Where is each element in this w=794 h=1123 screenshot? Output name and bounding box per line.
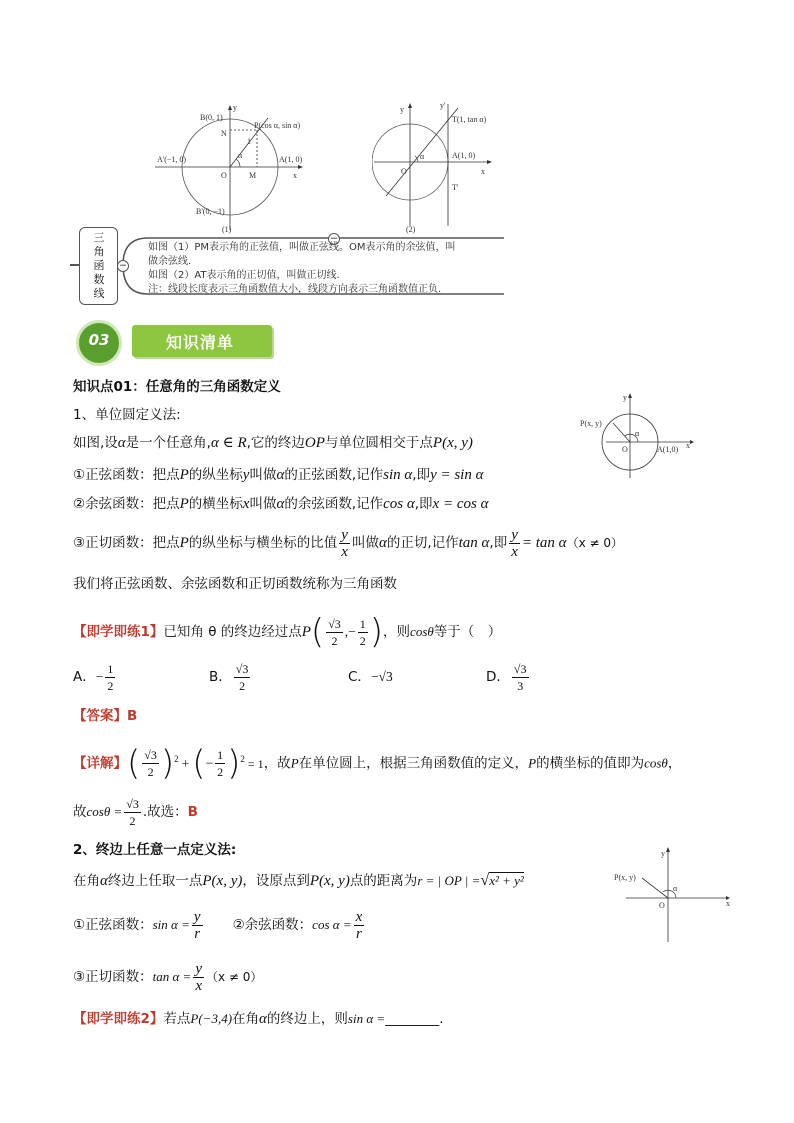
math-eq-tan: = tan α (521, 535, 567, 551)
text: ，故 (263, 755, 291, 772)
fig1-label-y: y (233, 103, 237, 112)
text: ①正弦函数：把点 (73, 467, 180, 483)
den: 2 (217, 765, 224, 779)
num: √3 (328, 616, 341, 631)
option-C[interactable] (348, 660, 393, 694)
fig1-label-N: N (221, 129, 227, 138)
small-fig2-label-x: x (726, 899, 730, 908)
fig1-label-A: A(1, 0) (279, 155, 303, 164)
answer-value: B (187, 804, 198, 820)
text: ,− (344, 624, 356, 639)
text: 等于（ ） (433, 624, 502, 640)
fig2-label-A: A(1, 0) (452, 151, 476, 160)
point02-sub2: 2、终边上任意一点定义法: (73, 842, 237, 858)
math-P: P (179, 467, 189, 483)
math-cos-theta: cosθ (410, 624, 434, 639)
exponent: 2 (240, 754, 245, 764)
collapse-icon-top[interactable]: − (328, 233, 340, 245)
section-title: 知识清单 (166, 333, 235, 352)
den: x (195, 977, 202, 994)
math-OP: OP (304, 435, 325, 451)
practice1-detail (73, 740, 681, 783)
math-Pxy: P(x, y) (202, 873, 243, 889)
right-paren: ) (227, 743, 241, 784)
point01-sub1: 1、单位圆定义法: (73, 407, 181, 423)
concept-line: 做余弦线. (148, 256, 192, 267)
text: ,即 (414, 496, 433, 512)
small-fig2-label-y: y (661, 849, 665, 858)
option-label: A． (73, 669, 96, 685)
den: 2 (107, 678, 114, 693)
side-char: 数 (93, 273, 105, 286)
num: √3 (513, 661, 527, 676)
fraction-y-over-x (509, 527, 520, 560)
math-P: P (179, 535, 189, 551)
fraction-sqrt3-over-2 (234, 661, 251, 694)
text: 的纵坐标 (188, 467, 243, 483)
den: 2 (239, 678, 246, 693)
text: ,它的终边 (246, 435, 305, 451)
fraction-y-over-x (339, 527, 350, 560)
option-A[interactable] (73, 660, 117, 694)
fig1-label-M: M (249, 171, 257, 180)
num: y (511, 526, 518, 543)
detail-tag: 【详解】 (73, 755, 127, 772)
den: 2 (129, 813, 136, 828)
practice2-question (73, 1010, 443, 1028)
text: 若点 (163, 1011, 191, 1027)
num: √3 (126, 796, 139, 811)
practice-tag: 【即学即练1】 (73, 624, 164, 640)
num: x (355, 908, 363, 925)
option-B[interactable] (209, 660, 252, 694)
small-fig2-label-P: P(x, y) (614, 873, 636, 882)
practice1-conclusion (73, 795, 198, 829)
fig2-label-T: T(1, tan α) (452, 115, 487, 124)
text: ，则 (383, 624, 411, 640)
point01-sine-def (73, 466, 483, 484)
fig1-label-B: B(0, 1) (200, 113, 223, 122)
fig2-label-T-prime: T' (452, 183, 459, 192)
small-fig1-label-A: A(1,0) (657, 445, 679, 454)
right-paren: ) (160, 743, 175, 784)
text: = 1 (247, 756, 264, 771)
text: 如图,设 (73, 435, 118, 451)
math-cos-eq: cosθ = (86, 804, 123, 819)
text: ，设原点到 (242, 873, 310, 889)
concept-line: 如图（1）PM表示角的正弦值，叫做正弦线。OM表示角的余弦值，叫 (148, 242, 456, 253)
fraction-y-over-x (193, 961, 204, 994)
side-char: 线 (93, 287, 105, 300)
text: −√3 (370, 669, 393, 684)
math-r-eq: r = | OP | = (417, 873, 481, 888)
math-Pxy: P(x, y) (309, 873, 350, 889)
num: √3 (144, 748, 157, 762)
den: 2 (359, 633, 366, 648)
fig2-caption: (2) (406, 225, 416, 234)
math-tan-lhs: tan α = (152, 969, 192, 984)
option-label: C． (348, 669, 371, 685)
text: 在单位圆上，根据三角函数值的定义， (298, 755, 529, 772)
math-alpha: α (378, 535, 387, 551)
text: 叫做 (351, 535, 379, 551)
concept-text (148, 241, 456, 297)
text: 的纵坐标与横坐标的比值 (188, 535, 338, 551)
math-sqrt-body: x² + y² (489, 873, 524, 888)
text: ③正切函数： (73, 969, 153, 985)
text: .故选： (142, 804, 188, 820)
math-alpha: α (100, 873, 108, 889)
num: 1 (217, 748, 224, 762)
text: 已知角 θ 的终边经过点 (163, 624, 302, 640)
math-cos-lhs: cos α = (312, 917, 352, 932)
text: − (95, 669, 104, 684)
text: ,即 (412, 467, 431, 483)
math-P: P (290, 755, 299, 771)
figure-1-sine-cosine-lines (150, 100, 310, 235)
den: r (194, 925, 201, 942)
fraction-sqrt3-over-2 (326, 616, 343, 649)
math-alpha: α (259, 1011, 267, 1027)
text: − (205, 755, 214, 771)
practice1-question (73, 614, 501, 650)
text: 终边上任取一点 (107, 873, 203, 889)
math-x-eq-cos: x = cos α (432, 496, 489, 512)
text: ,即 (489, 535, 508, 551)
text: 在角 (73, 873, 100, 889)
point02-sine-cosine (73, 908, 366, 942)
math-x-ne-0: （x ≠ 0） (566, 536, 623, 550)
concept-side-label (79, 231, 119, 301)
option-label: B． (209, 669, 232, 685)
text: 叫做 (249, 467, 277, 483)
section-number: 03 (88, 331, 110, 349)
text: 是一个任意角, (125, 435, 211, 451)
text: 叫做 (249, 496, 277, 512)
small-fig1-label-alpha: α (635, 429, 640, 438)
point01-summary: 我们将正弦函数、余弦函数和正切函数统称为三角函数 (73, 576, 397, 592)
math-x: x (242, 496, 250, 512)
option-label: D． (486, 669, 510, 685)
fig1-label-P: P(cos α, sin α) (254, 121, 301, 130)
num: 1 (107, 661, 114, 676)
text: 的正弦函数,记作 (284, 467, 384, 483)
den: 2 (147, 765, 154, 779)
math-point: P(−3,4) (190, 1011, 233, 1026)
text: 的正切,记作 (386, 535, 459, 551)
math-y-eq-sin: y = sin α (430, 467, 484, 483)
math-sin-alpha: sin α (383, 467, 413, 483)
math-x-ne-0: （x ≠ 0） (206, 970, 263, 984)
math-sin-alpha: sin α = (347, 1011, 386, 1026)
den: 2 (331, 633, 338, 648)
den: 3 (517, 678, 524, 693)
small-fig1-label-O: O (622, 445, 628, 454)
collapse-icon-left[interactable]: − (117, 260, 129, 272)
text: 的横坐标 (188, 496, 243, 512)
text: 点的距离为 (349, 873, 418, 889)
text: ③正切函数：把点 (73, 535, 180, 551)
fig1-label-O: O (221, 171, 227, 180)
text: ①正弦函数： (73, 917, 153, 933)
practice-tag: 【即学即练2】 (73, 1011, 164, 1027)
small-fig1-label-y: y (623, 393, 627, 402)
text: 故 (73, 804, 87, 820)
text: 的余弦函数,记作 (284, 496, 384, 512)
fraction-sqrt3-over-2 (142, 747, 159, 780)
concept-line: 注：线段长度表示三角函数值大小，线段方向表示三角函数值正负. (148, 284, 442, 295)
point01-intro-line (73, 434, 473, 452)
math-P: P (528, 755, 537, 771)
side-char: 三 (93, 231, 105, 244)
right-paren: ) (369, 612, 384, 652)
fig1-label-A-prime: A'(−1, 0) (157, 155, 187, 164)
answer-tag: 【答案】 (73, 708, 127, 724)
math-sin-lhs: sin α = (152, 917, 190, 932)
text: 的终边上，则 (266, 1011, 348, 1027)
math-cos-alpha: cos α (383, 496, 415, 512)
fig1-label-B-prime: B'(0, −1) (196, 207, 225, 216)
sqrt-sign: √ (480, 872, 490, 889)
answer-value: B (127, 708, 138, 724)
fraction-sqrt3-over-3 (512, 661, 529, 694)
fraction-1-over-2 (215, 747, 225, 780)
num: √3 (235, 661, 249, 676)
point01-heading: 知识点01：任意角的三角函数定义 (73, 379, 281, 395)
side-char: 角 (93, 245, 105, 258)
math-y: y (242, 467, 250, 483)
side-char: 函 (93, 259, 105, 272)
fig2-label-x: x (481, 167, 485, 176)
unit-circle-small-figure (578, 390, 696, 480)
num: y (341, 526, 348, 543)
fraction-1-over-2 (105, 661, 115, 694)
fig1-label-one: 1 (247, 137, 251, 146)
math-P: P (179, 496, 189, 512)
math-Pxy: P(x, y) (432, 435, 473, 451)
num: y (195, 960, 202, 977)
text: + (181, 755, 190, 771)
fraction-1-over-2 (358, 616, 368, 649)
point01-tangent-def (73, 526, 623, 560)
figure-2-tangent-line (372, 98, 502, 236)
fig1-caption: (1) (222, 225, 232, 234)
answer-blank[interactable]: ________ (385, 1011, 440, 1027)
fig1-label-x: x (293, 171, 297, 180)
fig2-label-O: O (401, 167, 407, 176)
text: 的横坐标的值即为 (536, 755, 645, 772)
left-paren: ( (310, 612, 325, 652)
left-paren: ( (192, 743, 206, 784)
den: x (341, 543, 348, 560)
num: y (193, 908, 201, 925)
text: . (439, 1011, 444, 1027)
text: ， (667, 755, 682, 772)
practice1-answer (73, 707, 137, 725)
fig1-label-alpha: α (238, 151, 243, 160)
fraction-x-over-r (354, 909, 365, 942)
small-fig2-label-alpha: α (673, 884, 678, 893)
math-P: P (301, 624, 311, 640)
option-D[interactable] (486, 660, 531, 694)
point01-cosine-def (73, 495, 488, 513)
fig2-label-y: y (400, 105, 404, 114)
math-alpha: α (276, 496, 285, 512)
terminal-side-small-figure (612, 844, 738, 944)
den: x (511, 543, 518, 560)
point02-tangent (73, 960, 262, 994)
exponent: 2 (174, 754, 179, 764)
math-alpha: α (117, 435, 126, 451)
concept-line: 如图（2）AT表示角的正切值，叫做正切线. (148, 270, 340, 281)
fraction-sqrt3-over-2 (124, 796, 141, 829)
math-tan-alpha: tan α (458, 535, 490, 551)
math-in-R: α ∈ R (210, 435, 247, 451)
small-fig1-label-P: P(x, y) (580, 419, 602, 428)
math-alpha: α (276, 467, 285, 483)
den: r (356, 925, 362, 942)
num: 1 (359, 616, 366, 631)
text: 在角 (232, 1011, 260, 1027)
fraction-y-over-r (192, 909, 203, 942)
small-fig1-label-x: x (686, 441, 690, 450)
text: 与单位圆相交于点 (324, 435, 433, 451)
math-cos-theta: cosθ (644, 755, 668, 771)
small-fig2-label-O: O (659, 901, 665, 910)
text: ②余弦函数：把点 (73, 496, 180, 512)
left-paren: ( (127, 743, 141, 784)
point02-intro-line (73, 872, 524, 890)
fig2-label-y-prime: y' (440, 101, 446, 110)
fig2-label-alpha: α (420, 152, 425, 161)
text: ②余弦函数： (232, 917, 313, 933)
